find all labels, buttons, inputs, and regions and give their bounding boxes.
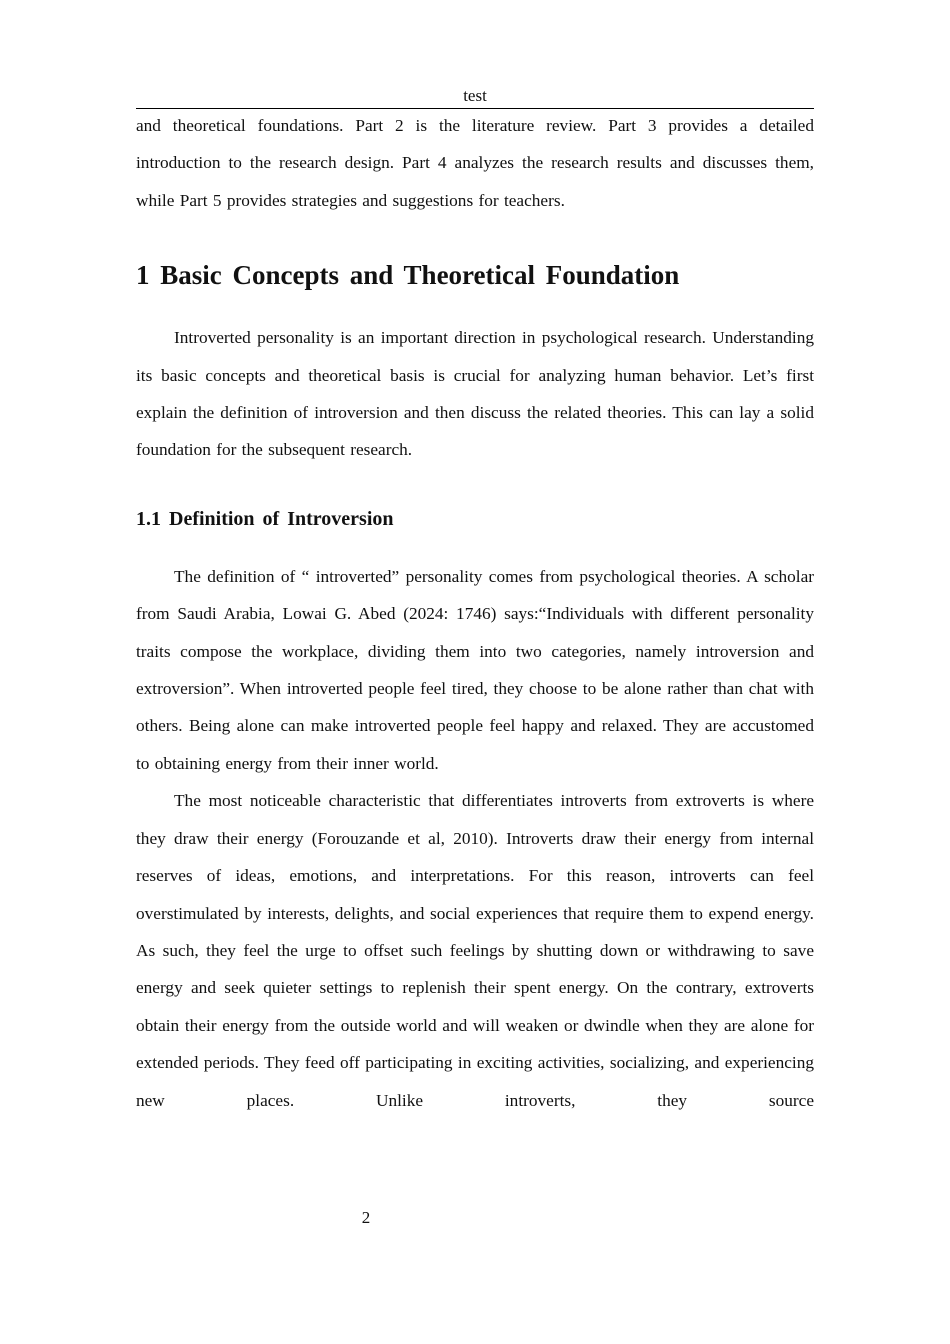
- document-page: [136, 0, 814, 1344]
- page-number: 2: [361, 1208, 371, 1227]
- running-header: test: [463, 86, 487, 105]
- page-body: [136, 107, 814, 1119]
- section-1-1-heading: 1.1 Definition of Introversion: [136, 507, 394, 530]
- section-1-1-paragraph-2: The most noticeable characteristic that differentiates introverts from extroverts is where they draw their energy (Forouzande et al, 2010). Introverts draw their energy from internal reserves of ideas, emotions, and interpretations. For this reason, introverts can feel overstimulated by interests, delights, and social experiences that require them to expend energy. As such, they feel the urge to offset such feelings by shutting down or withdrawing to save energy and seek quieter settings to replenish their spent energy. On the contrary, extroverts obtain their energy from the outside world and will weaken or dwindle when they are alone for extended periods. They feed off participating in exciting activities, socializing, and experiencing new places. Unlike introverts, they source: [136, 791, 814, 1110]
- intro-continuation-paragraph: and theoretical foundations. Part 2 is the literature review. Part 3 provides a detailed introduction to the research design. Part 4 analyzes the research results and discusses them, while Part 5 provides strategies and suggestions for teachers.: [136, 116, 814, 210]
- section-1-paragraph: Introverted personality is an important direction in psychological research. Understanding its basic concepts and theoretical basis is crucial for analyzing human behavior. Let’s first explain the definition of introversion and then discuss the related theories. This can lay a solid foundation for the subsequent research.: [136, 328, 814, 460]
- section-1-heading: 1 Basic Concepts and Theoretical Foundation: [136, 260, 680, 291]
- section-1-1-paragraph-1: The definition of “ introverted” personality comes from psychological theories. A scholar from Saudi Arabia, Lowai G. Abed (2024: 1746) says:“Individuals with different personality traits compose the workplace, dividing them into two categories, namely introversion and extroversion”. When introverted people feel tired, they choose to be alone rather than chat with others. Being alone can make introverted people feel happy and relaxed. They are accustomed to obtaining energy from their inner world.: [136, 566, 814, 773]
